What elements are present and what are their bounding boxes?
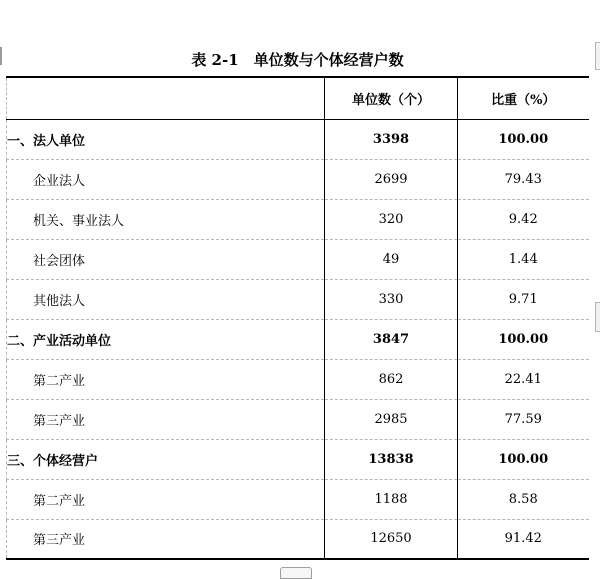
row-share: 100.00 — [458, 119, 589, 159]
row-name: 第三产业 — [7, 519, 325, 559]
row-name: 第二产业 — [7, 359, 325, 399]
row-name: 第三产业 — [7, 399, 325, 439]
table-row — [7, 199, 589, 239]
table-row — [7, 159, 589, 199]
table-row — [7, 479, 589, 519]
table-row — [7, 439, 589, 479]
row-count: 862 — [325, 359, 458, 399]
row-share: 9.71 — [458, 279, 589, 319]
row-share: 1.44 — [458, 239, 589, 279]
row-name: 企业法人 — [7, 159, 325, 199]
row-count: 3398 — [325, 119, 458, 159]
statistics-table — [6, 76, 589, 560]
row-name: 机关、事业法人 — [7, 199, 325, 239]
row-share: 100.00 — [458, 319, 589, 359]
row-count: 2985 — [325, 399, 458, 439]
row-share: 9.42 — [458, 199, 589, 239]
row-name: 二、产业活动单位 — [7, 319, 325, 359]
row-share: 91.42 — [458, 519, 589, 559]
row-name: 第二产业 — [7, 479, 325, 519]
row-count: 1188 — [325, 479, 458, 519]
table-row — [7, 119, 589, 159]
row-count: 3847 — [325, 319, 458, 359]
row-share: 8.58 — [458, 479, 589, 519]
header-cell-name — [7, 77, 325, 119]
table-row — [7, 239, 589, 279]
row-share: 22.41 — [458, 359, 589, 399]
row-share: 100.00 — [458, 439, 589, 479]
row-count: 320 — [325, 199, 458, 239]
row-name: 其他法人 — [7, 279, 325, 319]
row-name: 三、个体经营户 — [7, 439, 325, 479]
table-row — [7, 519, 589, 559]
table-row — [7, 319, 589, 359]
header-cell-share: 比重（%） — [458, 77, 589, 119]
row-count: 12650 — [325, 519, 458, 559]
scroll-handle-top[interactable] — [595, 42, 600, 70]
row-count: 2699 — [325, 159, 458, 199]
row-share: 77.59 — [458, 399, 589, 439]
row-share: 79.43 — [458, 159, 589, 199]
row-name: 一、法人单位 — [7, 119, 325, 159]
row-name: 社会团体 — [7, 239, 325, 279]
table-header-row — [7, 77, 589, 119]
scroll-handle-middle[interactable] — [595, 302, 600, 332]
row-count: 330 — [325, 279, 458, 319]
page-tab-handle[interactable] — [280, 567, 312, 579]
header-cell-count: 单位数（个） — [325, 77, 458, 119]
table-row — [7, 359, 589, 399]
table-row — [7, 279, 589, 319]
row-count: 13838 — [325, 439, 458, 479]
row-count: 49 — [325, 239, 458, 279]
table-title: 表 2-1 单位数与个体经营户数 — [191, 51, 404, 69]
table-row — [7, 399, 589, 439]
